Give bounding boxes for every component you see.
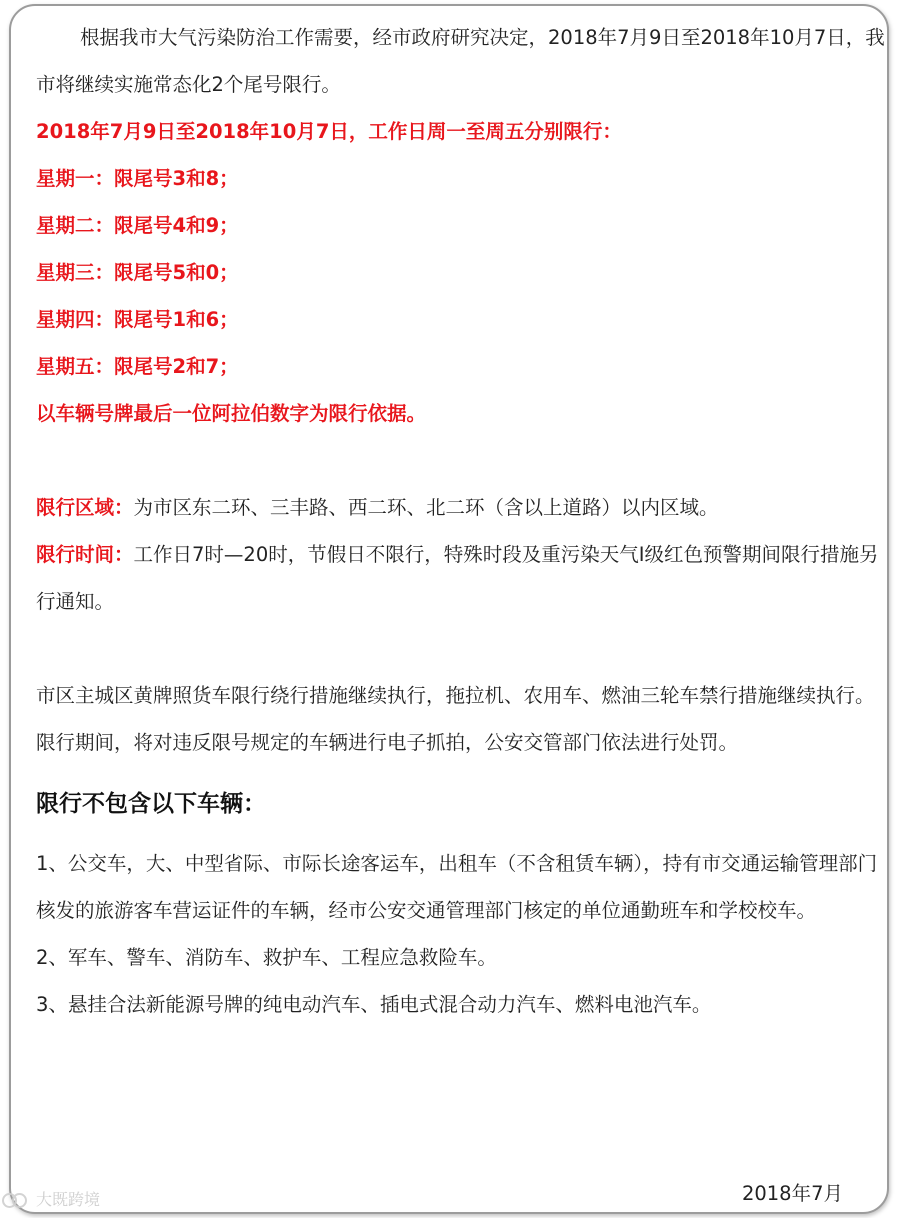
watermark-logo-icon xyxy=(2,1191,32,1207)
schedule-friday: 星期五：限尾号2和7； xyxy=(36,355,239,378)
truck-note: 市区主城区黄牌照货车限行绕行措施继续执行，拖拉机、农用车、燃油三轮车禁行措施继续执行。 xyxy=(36,684,875,707)
restriction-time-text: 工作日7时—20时，节假日不限行，特殊时段及重污染天气I级红色预警期间限行措施另行通知。 xyxy=(36,543,879,613)
exempt-item: 1、公交车，大、中型省际、市际长途客运车，出租车（不含租赁车辆），持有市交通运输管理部门核发的旅游客车营运证件的车辆，经市公安交通管理部门核定的单位通勤班车和学校校车。 xyxy=(36,852,878,922)
exempt-item: 3、悬挂合法新能源号牌的纯电动汽车、插电式混合动力汽车、燃料电池汽车。 xyxy=(36,993,712,1016)
schedule-thursday: 星期四：限尾号1和6； xyxy=(36,308,239,331)
exempt-heading: 限行不包含以下车辆： xyxy=(36,791,266,817)
document-frame xyxy=(9,4,889,1214)
exempt-item: 2、军车、警车、消防车、救护车、工程应急救险车。 xyxy=(36,946,497,969)
schedule-title: 2018年7月9日至2018年10月7日，工作日周一至周五分别限行： xyxy=(36,120,622,143)
spacer xyxy=(36,625,888,672)
spacer xyxy=(36,437,888,484)
enforcement-note: 限行期间，将对违反限号规定的车辆进行电子抓拍，公安交管部门依法进行处罚。 xyxy=(36,731,739,754)
issue-date: 2018年7月 xyxy=(741,1182,843,1205)
schedule-monday: 星期一：限尾号3和8； xyxy=(36,167,239,190)
schedule-basis: 以车辆号牌最后一位阿拉伯数字为限行依据。 xyxy=(36,402,427,425)
intro-paragraph: 根据我市大气污染防治工作需要，经市政府研究决定，2018年7月9日至2018年10月7日，我市将继续实施常态化2个尾号限行。 xyxy=(36,26,885,96)
watermark xyxy=(2,1187,100,1210)
restriction-area-label: 限行区域： xyxy=(36,496,134,519)
notice-body xyxy=(36,14,888,1028)
schedule-wednesday: 星期三：限尾号5和0； xyxy=(36,261,239,284)
restriction-area-text: 为市区东二环、三丰路、西二环、北二环（含以上道路）以内区域。 xyxy=(133,496,719,519)
schedule-tuesday: 星期二：限尾号4和9； xyxy=(36,214,239,237)
restriction-area xyxy=(36,484,888,531)
restriction-time xyxy=(36,531,888,625)
watermark-text: 大既跨境 xyxy=(36,1190,101,1209)
restriction-time-label: 限行时间： xyxy=(36,543,134,566)
